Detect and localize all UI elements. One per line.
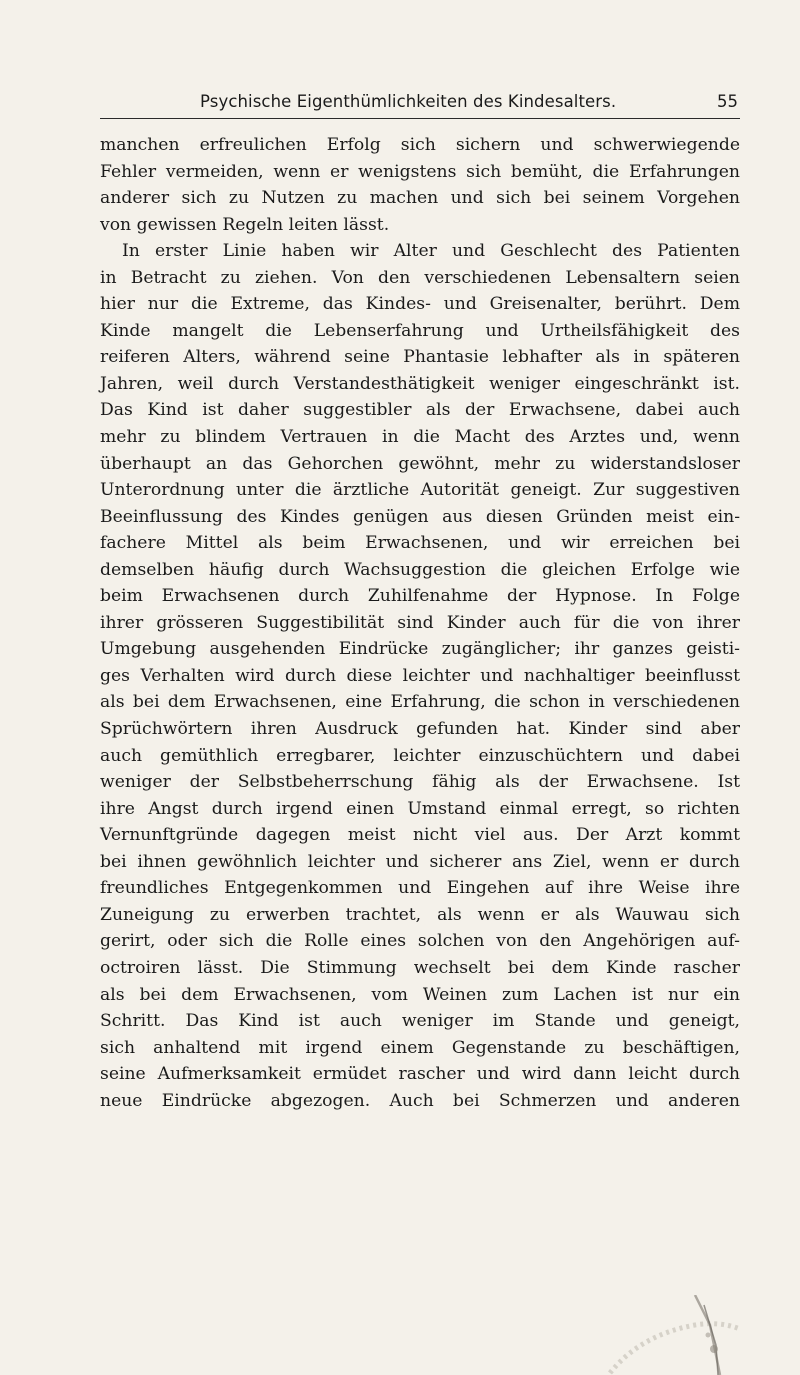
text-line: Das Kind ist daher suggestibler als der Erwachsene, dabei auch xyxy=(100,400,740,421)
text-line: Unterordnung unter die ärztliche Autorität geneigt. Zur suggestiven xyxy=(100,480,740,501)
text-line: Zuneigung zu erwerben trachtet, als wenn er als Wauwau sich xyxy=(100,904,740,925)
text-line: ges Verhalten wird durch diese leichter und nachhaltiger beeinflusst xyxy=(100,665,740,686)
text-line: freundliches Entgegenkommen und Eingehen auf ihre Weise ihre xyxy=(100,878,740,899)
text-line: hier nur die Extreme, das Kindes- und Greisenalter, berührt. Dem xyxy=(100,294,740,315)
text-line: demselben häufig durch Wachsuggestion die gleichen Erfolge wie xyxy=(100,559,740,580)
text-line: bei ihnen gewöhnlich leichter und sicherer ans Ziel, wenn er durch xyxy=(100,851,740,872)
text-line: gerirt, oder sich die Rolle eines solchen von den Angehörigen auf- xyxy=(100,931,740,952)
text-line: Sprüchwörtern ihren Ausdruck gefunden hat. Kinder sind aber xyxy=(100,719,740,740)
text-line: neue Eindrücke abgezogen. Auch bei Schmerzen und anderen xyxy=(100,1090,740,1111)
text-line: fachere Mittel als beim Erwachsenen, und wir erreichen bei xyxy=(100,533,740,554)
page-header xyxy=(100,88,740,119)
text-line: anderer sich zu Nutzen zu machen und sich bei seinem Vorgehen xyxy=(100,188,740,209)
text-line: reiferen Alters, während seine Phantasie lebhafter als in späteren xyxy=(100,347,740,368)
text-line: Umgebung ausgehenden Eindrücke zugänglicher; ihr ganzes geisti- xyxy=(100,639,740,660)
text-line: von gewissen Regeln leiten lässt. xyxy=(100,214,390,235)
library-stamp-mark xyxy=(600,1295,800,1375)
text-line: ihrer grösseren Suggestibilität sind Kinder auch für die von ihrer xyxy=(100,612,740,633)
running-title: Psychische Eigenthümlichkeiten des Kindesalters. xyxy=(200,92,617,111)
text-line: ihre Angst durch irgend einen Umstand einmal erregt, so richten xyxy=(100,798,740,819)
text-line: Vernunftgründe dagegen meist nicht viel aus. Der Arzt kommt xyxy=(100,825,740,846)
text-line: in Betracht zu ziehen. Von den verschiedenen Lebensaltern seien xyxy=(100,267,740,288)
text-line: als bei dem Erwachsenen, eine Erfahrung, die schon in verschiedenen xyxy=(100,692,740,713)
text-line: mehr zu blindem Vertrauen in die Macht des Arztes und, wenn xyxy=(100,427,740,448)
text-line: octroiren lässt. Die Stimmung wechselt bei dem Kinde rascher xyxy=(100,957,740,978)
text-line: überhaupt an das Gehorchen gewöhnt, mehr zu widerstandsloser xyxy=(100,453,740,474)
text-line: als bei dem Erwachsenen, vom Weinen zum Lachen ist nur ein xyxy=(100,984,740,1005)
text-line: Schritt. Das Kind ist auch weniger im Stande und geneigt, xyxy=(100,1011,740,1032)
text-line: Beeinflussung des Kindes genügen aus diesen Gründen meist ein- xyxy=(100,506,740,527)
text-line: auch gemüthlich erregbarer, leichter einzuschüchtern und dabei xyxy=(100,745,740,766)
text-line: Fehler vermeiden, wenn er wenigstens sich bemüht, die Erfahrungen xyxy=(100,161,740,182)
text-line: manchen erfreulichen Erfolg sich sichern und schwerwiegende xyxy=(100,135,740,155)
text-line: In erster Linie haben wir Alter und Geschlecht des Patienten xyxy=(122,241,740,262)
text-line: weniger der Selbstbeherrschung fähig als der Erwachsene. Ist xyxy=(100,772,740,793)
page-number: 55 xyxy=(717,92,738,111)
body-text xyxy=(100,132,740,1114)
text-line: seine Aufmerksamkeit ermüdet rascher und wird dann leicht durch xyxy=(100,1064,740,1085)
text-line: Jahren, weil durch Verstandesthätigkeit weniger eingeschränkt ist. xyxy=(100,373,740,394)
text-line: beim Erwachsenen durch Zuhilfenahme der Hypnose. In Folge xyxy=(100,586,740,607)
text-line: sich anhaltend mit irgend einem Gegenstande zu beschäftigen, xyxy=(100,1037,740,1058)
text-line: Kinde mangelt die Lebenserfahrung und Urtheilsfähigkeit des xyxy=(100,320,740,341)
